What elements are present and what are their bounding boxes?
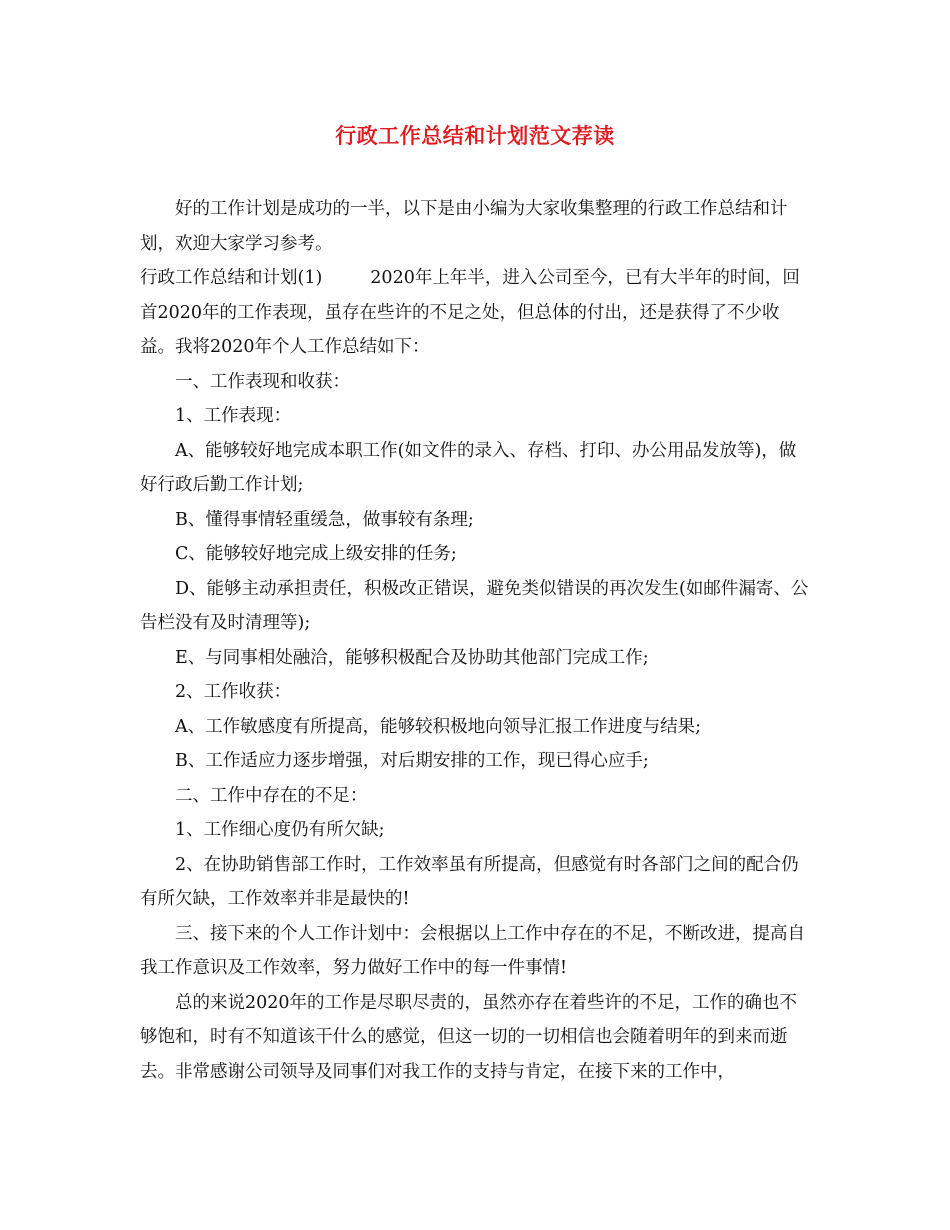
paragraph-item-d: D、能够主动承担责任，积极改正错误，避免类似错误的再次发生(如邮件漏寄、公告栏没有及时清理等); (140, 578, 809, 633)
paragraph-summary: 总的来说2020年的工作是尽职尽责的，虽然亦存在着些许的不足，工作的确也不够饱和，时有不知道该干什么的感觉，但这一切的一切相信也会随着明年的到来而逝去。非常感谢公司领导及同事们对我工作的支持与肯定，在接下来的工作中， (140, 992, 798, 1082)
paragraph-heading-2: 二、工作中存在的不足： (175, 785, 368, 806)
section-text: 2020年上年半，进入公司至今，已有大半年的时间，回首2020年的工作表现，虽存在些许的不足之处，但总体的付出，还是获得了不少收益。我将2020年个人工作总结如下： (140, 268, 800, 357)
paragraph-item-a: A、能够较好地完成本职工作(如文件的录入、存档、打印、办公用品发放等)，做好行政后勤工作计划; (140, 440, 797, 495)
paragraph-shortfall-1: 1、工作细心度仍有所欠缺; (175, 820, 385, 840)
document-title: 行政工作总结和计划范文荐读 (335, 123, 615, 148)
paragraph-section-1 (140, 261, 812, 365)
document-body (140, 192, 812, 1089)
paragraph-subheading-2: 2、工作收获： (175, 682, 292, 702)
paragraph-subheading-1: 1、工作表现： (175, 406, 292, 426)
paragraph-intro: 好的工作计划是成功的一半，以下是由小编为大家收集整理的行政工作总结和计划，欢迎大家学习参考。 (140, 199, 788, 254)
paragraph-heading-3: 三、接下来的个人工作计划中：会根据以上工作中存在的不足，不断改进，提高自我工作意识及工作效率，努力做好工作中的每一件事情! (140, 923, 805, 978)
paragraph-heading-1: 一、工作表现和收获： (175, 371, 350, 392)
paragraph-item-b: B、懂得事情轻重缓急，做事较有条理; (175, 509, 474, 530)
paragraph-gain-b: B、工作适应力逐步增强，对后期安排的工作，现已得心应手; (175, 751, 649, 771)
paragraph-gain-a: A、工作敏感度有所提高，能够较积极地向领导汇报工作进度与结果; (175, 716, 702, 737)
paragraph-shortfall-2: 2、在协助销售部工作时，工作效率虽有所提高，但感觉有时各部门之间的配合仍有所欠缺，工作效率并非是最快的! (140, 854, 799, 909)
paragraph-item-e: E、与同事相处融洽，能够积极配合及协助其他部门完成工作; (175, 647, 649, 668)
paragraph-item-c: C、能够较好地完成上级安排的任务; (175, 544, 457, 564)
section-heading: 行政工作总结和计划(1) (140, 268, 323, 288)
